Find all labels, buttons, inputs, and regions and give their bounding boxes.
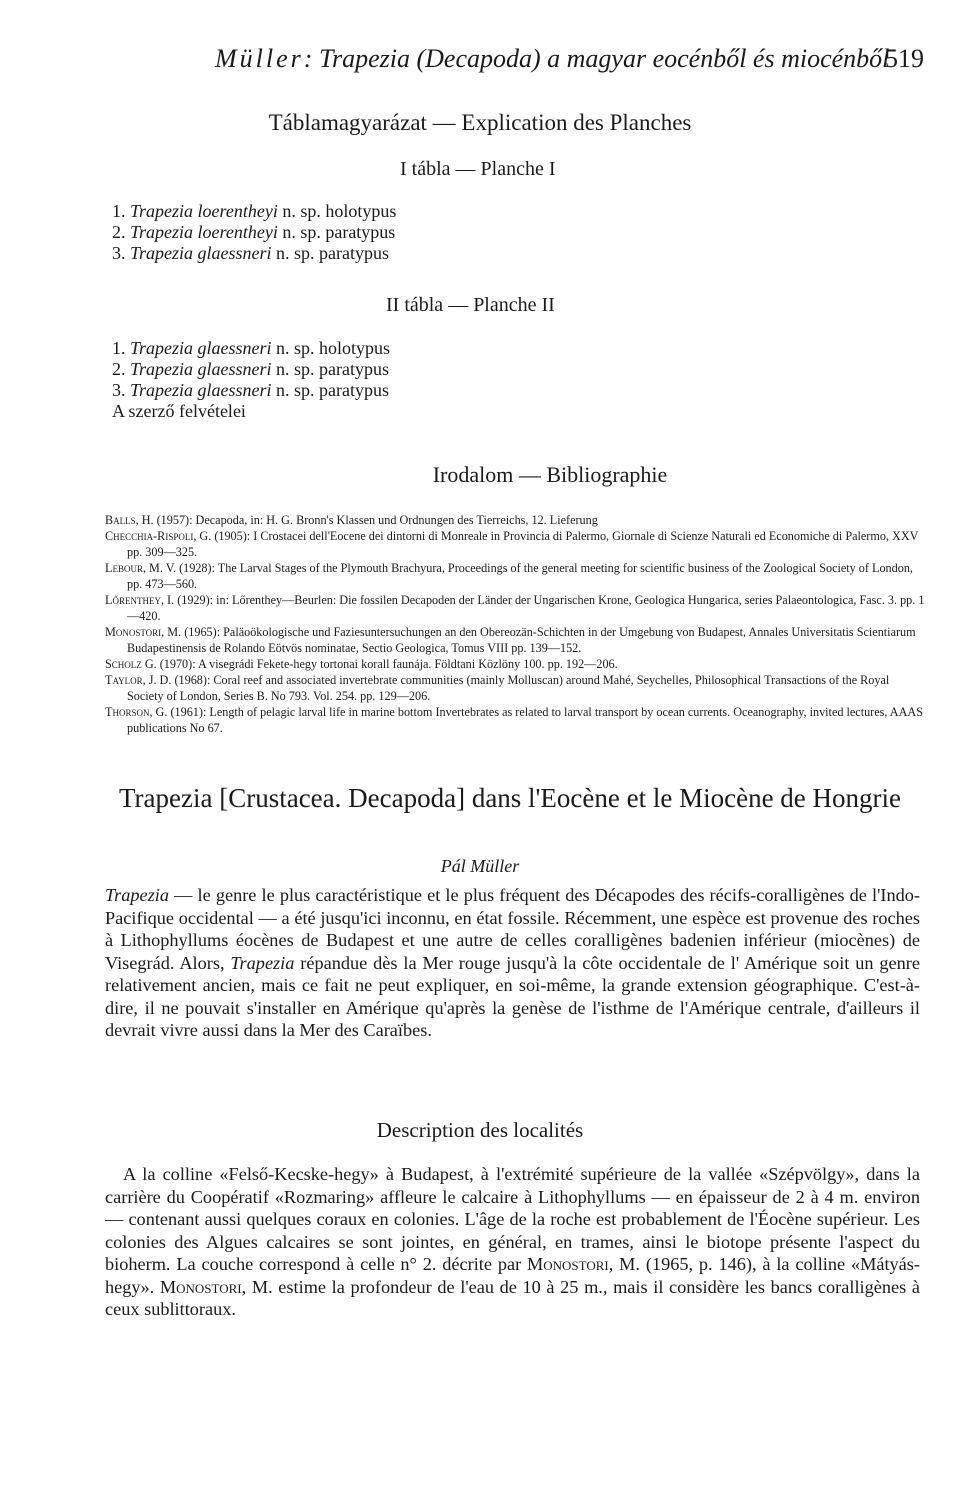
intro-paragraph: Trapezia — le genre le plus caractéristique et le plus fréquent des Décapodes des récifs-coralligènes de l'Indo-Pacifique occidental — a été jusqu'ici inconnu, en état fossile. Récemment, une espèce est provenue des roches à Lithophyllums éocènes de Budapest et une autre de celles coralligènes badenien inférieur (miocènes) de Visegrád. Alors, Trapezia répandue dès la Mer rouge jusqu'à la côte occidentale de l' Amérique soit un genre relativement ancien, mais ce fait ne peut expliquer, en soi-même, la grande extension géographique. C'est-à-dire, il ne pouvait s'installer en Amérique qu'après la genèse de l'isthme de l'Amérique centrale, d'ailleurs il devrait vivre aussi dans la Mer des Caraïbes. — [105, 885, 920, 1040]
localities-heading: Description des localités — [376, 1118, 584, 1142]
bib-entry: Lőrenthey, I. (1929): in: Lőrenthey—Beurlen: Die fossilen Decapoden der Länder der Ungarischen Krone, Geologica Hungarica, series Palaeontologica, Fasc. 3. pp. 1—420. — [105, 593, 925, 623]
page-number: 519 — [885, 44, 924, 73]
bibliography-list — [105, 512, 927, 736]
running-title: Müller: Trapezia (Decapoda) a magyar eocénből és miocénből — [215, 44, 890, 73]
header-author: Müller — [215, 44, 304, 73]
plate2-list — [112, 338, 390, 422]
bib-entry: Taylor, J. D. (1968): Coral reef and associated invertebrate communities (mainly Molluscan) around Mahé, Seychelles, Philosophical Transactions of the Royal Society of London, Series B. No 793. Vol. 254. pp. 129—206. — [105, 673, 890, 703]
article-author: Pál Müller — [440, 856, 520, 876]
bib-entry: Lebour, M. V. (1928): The Larval Stages of the Plymouth Brachyura, Proceedings of the general meeting for scientific business of the Zoological Society of London, pp. 473—560. — [105, 561, 913, 591]
bib-entry: Checchia-Rispoli, G. (1905): I Crostacei dell'Eocene dei dintorni di Monreale in Provincia di Palermo, Giornale di Scienze Naturali ed Economiche di Palermo, XXV pp. 309—325. — [105, 529, 919, 559]
bib-entry: Thorson, G. (1961): Length of pelagic larval life in marine bottom Invertebrates as related to larval transport by ocean currents. Oceanography, invited lectures, AAAS publications No 67. — [105, 705, 923, 735]
plate1-list — [112, 201, 396, 264]
bib-entry: Monostori, M. (1965): Paläoökologische und Faziesuntersuchungen an den Obereozän-Schichten in der Umgebung von Budapest, Annales Universitatis Scientiarum Budapestinensis de Rolando Eötvös nominatae, Sectio Geologica, Tomus VIII pp. 139—152. — [105, 625, 916, 655]
plate1-item: 2. Trapezia loerentheyi n. sp. paratypus — [112, 222, 396, 242]
plate1-item: 3. Trapezia glaessneri n. sp. paratypus — [112, 243, 390, 263]
bib-entry: Balls, H. (1957): Decapoda, in: H. G. Bronn's Klassen und Ordnungen des Tierreichs, 12. Lieferung — [105, 513, 598, 527]
bibliography-heading: Irodalom — Bibliographie — [432, 462, 668, 487]
photo-credit: A szerző felvételei — [112, 401, 246, 421]
bib-entry: Scholz G. (1970): A visegrádi Fekete-hegy tortonai korall faunája. Földtani Közlöny 100. pp. 192—206. — [105, 657, 618, 671]
plate2-item: 1. Trapezia glaessneri n. sp. holotypus — [112, 338, 391, 358]
header-title: Trapezia (Decapoda) a magyar eocénből és miocénből — [318, 44, 890, 73]
article-title: Trapezia [Crustacea. Decapoda] dans l'Eocène et le Miocène de Hongrie — [118, 783, 902, 813]
plate2-heading: II tábla — Planche II — [386, 294, 555, 316]
running-header — [215, 44, 924, 76]
plate1-item: 1. Trapezia loerentheyi n. sp. holotypus — [112, 201, 397, 221]
plate2-item: 3. Trapezia glaessneri n. sp. paratypus — [112, 380, 390, 400]
localities-paragraph: A la colline «Felső-Kecske-hegy» à Budapest, à l'extrémité supérieure de la vallée «Szépvölgy», dans la carrière du Coopératif «Rozmaring» affleure le calcaire à Lithophyllums — en épaisseur de 2 à 4 m. environ — contenant aussi quelques coraux en colonies. L'âge de la roche est probablement de l'Éocène supérieur. Les colonies des Algues calcaires se sont jointes, en général, en trames, ainsi le biotope présente l'aspect du bioherm. La couche correspond à celle n° 2. décrite par Monostori, M. (1965, p. 146), à la colline «Mátyás-hegy». Monostori, M. estime la profondeur de l'eau de 10 à 25 m., mais il considère les bancs coralligènes à ceux sublittoraux. — [105, 1164, 920, 1319]
plate1-heading: I tábla — Planche I — [400, 158, 556, 180]
plate2-item: 2. Trapezia glaessneri n. sp. paratypus — [112, 359, 390, 379]
plate-explanation-heading: Táblamagyarázat — Explication des Planches — [268, 110, 692, 135]
